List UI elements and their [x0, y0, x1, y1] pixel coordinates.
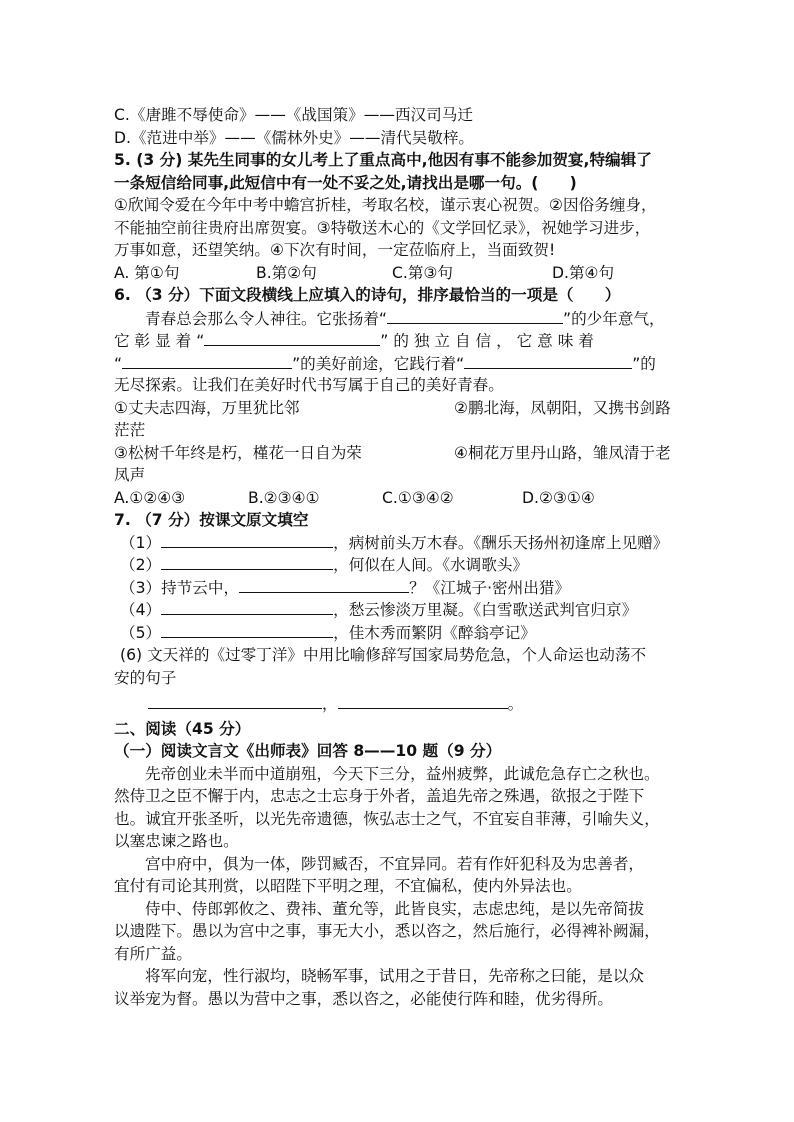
- q5-options: [114, 262, 692, 285]
- section2-title: 二、阅读（45 分）: [114, 719, 251, 738]
- q7-item-3: （3）持节云中， ？《江城子·密州出猎》: [120, 578, 570, 597]
- q6-options: [114, 487, 692, 510]
- q6-item-3: ③松树千年终是朽，槿花一日自为荣: [114, 443, 362, 462]
- q5-option-d[interactable]: D.第④句: [552, 263, 615, 282]
- q5-text-line3: 万事如意，还望笑纳。④下次有时间，一定莅临府上，当面致贺!: [114, 241, 556, 259]
- q6-passage-line4: 无尽探索。让我们在美好时代书写属于自己的美好青春。: [114, 376, 504, 394]
- q6-option-c[interactable]: C.①③④②: [382, 488, 454, 507]
- q7-blank-6a[interactable]: [148, 693, 322, 709]
- q6-option-b[interactable]: B.②③④①: [248, 488, 320, 507]
- q6-items-row2: [114, 442, 692, 465]
- q7-item-4: （4） ，愁云惨淡万里凝。《白雪歌送武判官归京》: [120, 601, 638, 619]
- q5-option-a[interactable]: A. 第①句: [114, 263, 180, 282]
- passage-p1-line1: 先帝创业未半而中道崩殂，今天下三分，益州疲弊，此诚危急存亡之秋也。: [145, 764, 660, 783]
- q5-option-c[interactable]: C.第③句: [392, 263, 454, 282]
- passage-p2-line2: 宜付有司论其刑赏，以昭陛下平明之理，不宜偏私，使内外异法也。: [114, 877, 582, 895]
- q7-item-6-blanks: ， 。: [114, 693, 692, 716]
- exam-page: [114, 104, 692, 1010]
- passage-p4-line2: 议举宠为督。愚以为营中之事，悉以咨之，必能使行阵和睦，优劣得所。: [114, 989, 614, 1008]
- q6-option-d[interactable]: D.②③①④: [522, 488, 595, 507]
- passage-p2-line1: 宫中府中，俱为一体，陟罚臧否，不宜异同。若有作奸犯科及为忠善者，: [145, 854, 645, 873]
- q6-passage-line3: “ ”的美好前途，它践行着“ ”的: [114, 352, 692, 375]
- q6-blank-1[interactable]: [387, 307, 563, 324]
- passage-p3-line3: 有所广益。: [114, 944, 192, 963]
- q6-item-2-cont: 茫茫: [114, 421, 146, 439]
- q6-item-2: ②鹏北海，凤朝阳，又携书剑路: [454, 398, 671, 417]
- q7-blank-2[interactable]: [161, 554, 333, 570]
- q7-blank-3[interactable]: [239, 577, 409, 593]
- q4-option-d: D.《范进中举》——《儒林外史》——清代吴敬梓。: [114, 128, 475, 147]
- q5-text-line2: 不能抽空前往贵府出席贺宴。③特敬送木心的《文学回忆录》，祝她学习进步，: [114, 218, 651, 237]
- q6-blank-2[interactable]: [204, 329, 380, 346]
- passage-p3-line2: 以遗陛下。愚以为宫中之事，事无大小，悉以咨之，然后施行，必得裨补阙漏，: [114, 922, 660, 940]
- q7-blank-4[interactable]: [161, 599, 333, 615]
- q6-passage-line2: 它 彰 显 着 “ ” 的 独 立 自 信 ， 它 意 味 着: [114, 329, 692, 352]
- q7-item-5: （5） ，佳木秀而繁阴《醉翁亭记》: [120, 623, 536, 642]
- section2-subtitle: （一）阅读文言文《出师表》回答 8——10 题（9 分）: [114, 742, 502, 760]
- passage-p3-line1: 侍中、侍郎郭攸之、费祎、董允等，此皆良实，志虑忠纯，是以先帝简拔: [145, 899, 645, 918]
- passage-p1-line2: 然侍卫之臣不懈于内，忠志之士忘身于外者，盖追先帝之殊遇，欲报之于陛下: [114, 787, 645, 805]
- q4-option-c: C.《唐雎不辱使命》——《战国策》——西汉司马迁: [114, 106, 473, 124]
- q7-blank-5[interactable]: [161, 622, 333, 638]
- q5-text-line1: ①欣闻令爱在今年中考中蟾宫折桂，考取名校，谨示衷心祝贺。②因俗务缠身，: [114, 196, 657, 214]
- q6-blank-3[interactable]: [122, 352, 292, 369]
- q7-item-6: (6) 文天祥的《过零丁洋》中用比喻修辞写国家局势危急，个人命运也动荡不: [120, 646, 647, 664]
- q6-stem: 6. （3 分）下面文段横线上应填入的诗句，排序最恰当的一项是（ ）: [114, 286, 621, 304]
- q6-blank-4[interactable]: [464, 352, 632, 369]
- q6-items-row1: [114, 397, 692, 420]
- q7-stem: 7. （7 分）按课文原文填空: [114, 511, 309, 529]
- q6-option-a[interactable]: A.①②④③: [114, 488, 186, 507]
- passage-p1-line3: 也。诚宜开张圣听，以光先帝遗德，恢弘志士之气，不宜妄自菲薄，引喻失义，: [114, 809, 660, 828]
- q7-item-6-cont: 安的句子: [114, 668, 177, 687]
- q5-stem-line1: 5. (3 分) 某先生同事的女儿考上了重点高中,他因有事不能参加贺宴,特编辑了: [114, 151, 652, 169]
- q7-blank-6b[interactable]: [338, 693, 508, 709]
- q6-item-4-cont: 凤声: [114, 466, 146, 484]
- passage-p4-line1: 将军向宠，性行淑均，晓畅军事，试用之于昔日，先帝称之曰能，是以众: [145, 967, 645, 985]
- q7-blank-1[interactable]: [161, 532, 333, 548]
- q6-passage-line1: 青春总会那么令人神往。它张扬着“ ”的少年意气，: [114, 307, 692, 330]
- q7-item-2: （2） ，何似在人间。《水调歌头》: [120, 556, 529, 574]
- q7-item-1: （1） ，病树前头万木春。《酬乐天扬州初逢席上见赠》: [120, 533, 669, 552]
- q6-item-1: ①丈夫志四海，万里犹比邻: [114, 398, 300, 417]
- q5-stem-line2: 一条短信给同事,此短信中有一处不妥之处,请找出是哪一句。( ): [114, 173, 577, 192]
- q5-option-b[interactable]: B.第②句: [256, 263, 317, 282]
- q6-item-4: ④桐花万里丹山路，雏凤清于老: [454, 443, 671, 462]
- passage-p1-line4: 以塞忠谏之路也。: [114, 832, 239, 850]
